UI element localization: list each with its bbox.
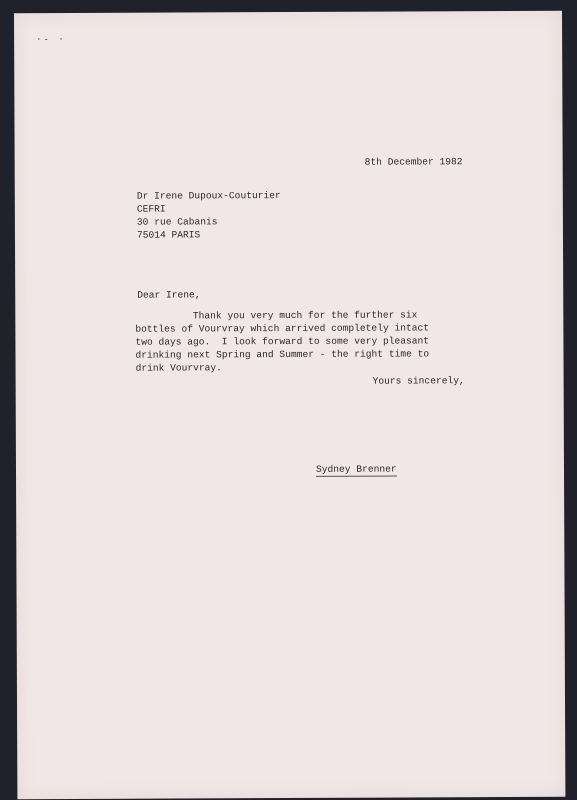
closing: Yours sincerely, <box>372 375 465 387</box>
body-line: Thank you very much for the further six <box>135 309 418 322</box>
recipient-name: Dr Irene Dupoux-Couturier <box>136 190 281 202</box>
body-line: drinking next Spring and Summer - the right time to <box>135 348 430 361</box>
signature-name: Sydney Brenner <box>315 463 397 475</box>
letter-body <box>135 308 429 374</box>
recipient-street: 30 rue Cabanis <box>136 216 218 228</box>
recipient-address <box>137 189 281 242</box>
recipient-city: 75014 PARIS <box>136 229 201 241</box>
letter-sheet <box>14 11 565 799</box>
recipient-organization: CEFRI <box>136 203 166 215</box>
salutation: Dear Irene, <box>137 289 201 301</box>
body-line: two days ago. I look forward to some very pleasant <box>135 335 430 348</box>
body-line: bottles of Vourvray which arrived completely intact <box>135 322 430 335</box>
letter-date: 8th December 1982 <box>364 156 463 168</box>
corner-pencil-mark: ·- · <box>36 34 66 46</box>
body-line: drink Vourvray. <box>135 362 222 374</box>
